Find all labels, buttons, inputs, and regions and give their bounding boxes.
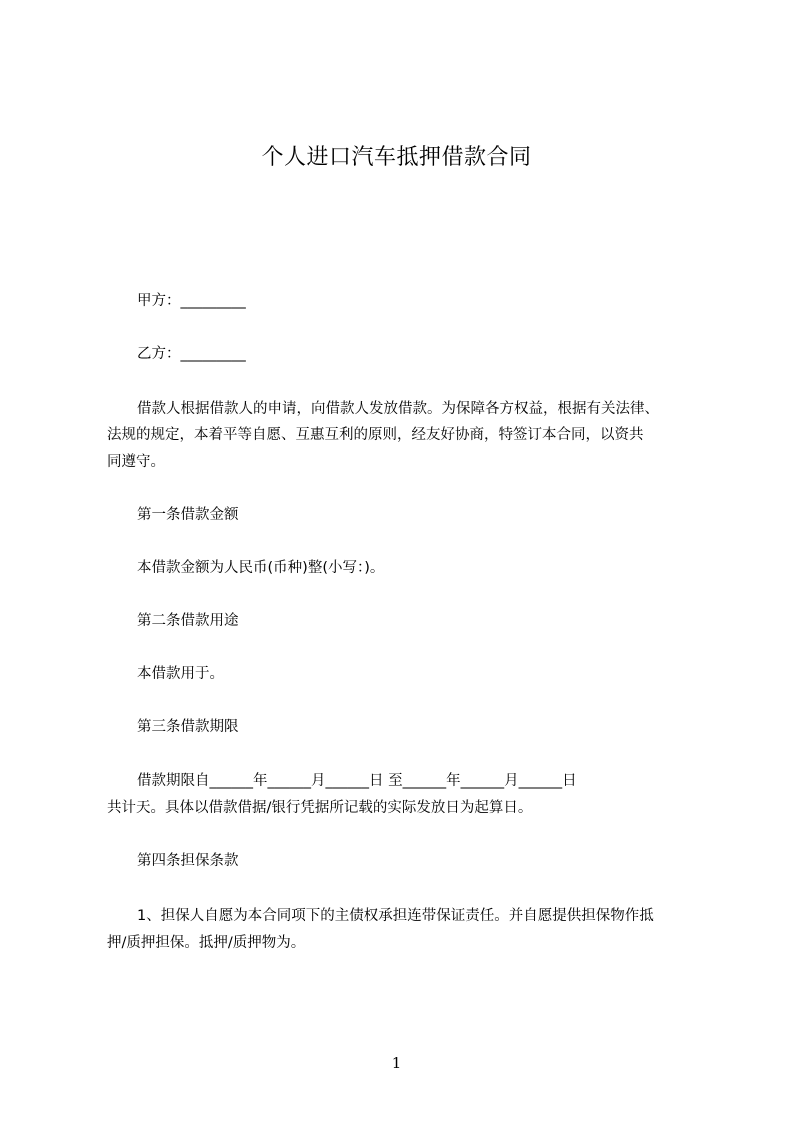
page-title: 个人进口汽车抵押借款合同	[261, 145, 532, 170]
intro-line-1: 借款人根据借款人的申请，向借款人发放借款。为保障各方权益，根据有关法律、	[137, 401, 659, 417]
article-4-heading: 第四条担保条款	[137, 853, 239, 869]
party-b: 乙方：_________	[137, 346, 246, 362]
article-1-body: 本借款金额为人民币(币种)整(小写：)。	[137, 560, 385, 576]
intro-line-2: 法规的规定，本着平等自愿、互惠互利的原则，经友好协商，特签订本合同，以资共	[107, 427, 644, 443]
article-3-line-1: 借款期限自______年______月______日 至______年______月______日	[137, 773, 577, 789]
article-3-line-2: 共计天。具体以借款借据/银行凭据所记载的实际发放日为起算日。	[107, 800, 533, 816]
article-4-item-1-line-1: 1、担保人自愿为本合同项下的主债权承担连带保证责任。并自愿提供担保物作抵	[137, 908, 654, 924]
article-1-heading: 第一条借款金额	[137, 507, 239, 523]
article-4-item-1-line-2: 押/质押担保。抵押/质押物为。	[107, 935, 306, 951]
intro-line-3: 同遵守。	[107, 454, 165, 470]
article-2-body: 本借款用于。	[137, 666, 224, 682]
page-number: 1	[391, 1054, 402, 1072]
party-a: 甲方：_________	[137, 293, 246, 309]
article-2-heading: 第二条借款用途	[137, 613, 239, 629]
article-3-heading: 第三条借款期限	[137, 719, 239, 735]
